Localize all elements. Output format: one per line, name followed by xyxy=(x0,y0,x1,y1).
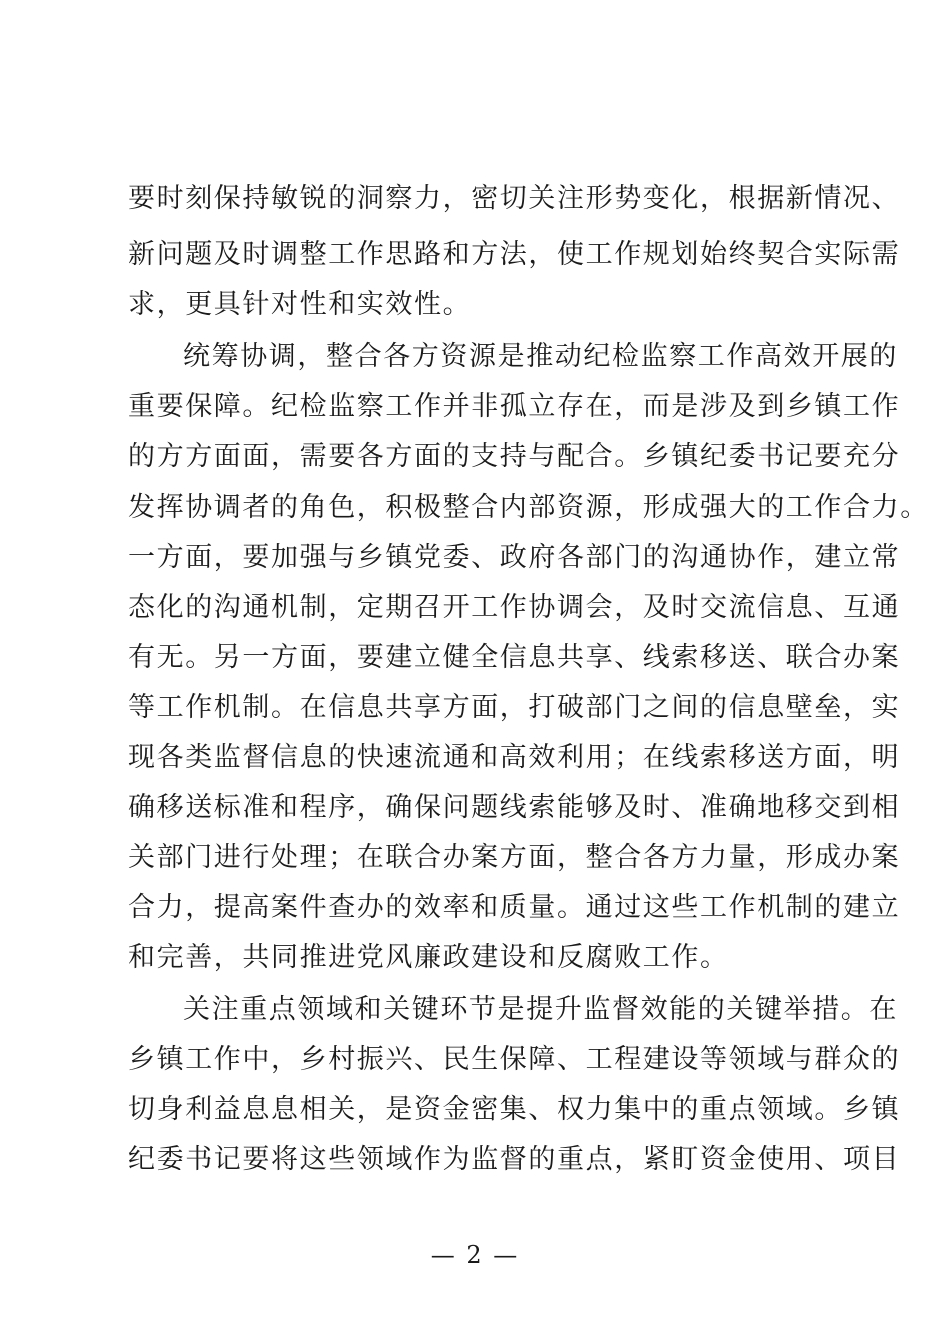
text-line: 新问题及时调整工作思路和方法，使工作规划始终契合实际需 xyxy=(128,239,901,270)
text-line: 发挥协调者的角色，积极整合内部资源，形成强大的工作合力。 xyxy=(128,492,929,523)
text-line: 有无。另一方面，要建立健全信息共享、线索移送、联合办案 xyxy=(128,642,901,673)
paragraph-start-line: 关注重点领域和关键环节是提升监督效能的关键举措。在 xyxy=(183,994,898,1025)
text-line: 等工作机制。在信息共享方面，打破部门之间的信息壁垒，实 xyxy=(128,692,901,723)
text-line: 确移送标准和程序，确保问题线索能够及时、准确地移交到相 xyxy=(128,792,901,823)
text-line: 乡镇工作中，乡村振兴、民生保障、工程建设等领域与群众的 xyxy=(128,1044,901,1075)
text-line: 现各类监督信息的快速流通和高效利用；在线索移送方面，明 xyxy=(128,742,901,773)
text-line: 纪委书记要将这些领域作为监督的重点，紧盯资金使用、项目 xyxy=(128,1144,901,1175)
text-line: 一方面，要加强与乡镇党委、政府各部门的沟通协作，建立常 xyxy=(128,542,901,573)
text-line: 态化的沟通机制，定期召开工作协调会，及时交流信息、互通 xyxy=(128,592,901,623)
text-line: 合力，提高案件查办的效率和质量。通过这些工作机制的建立 xyxy=(128,892,901,923)
text-line: 切身利益息息相关，是资金密集、权力集中的重点领域。乡镇 xyxy=(128,1094,901,1125)
text-line: 要时刻保持敏锐的洞察力，密切关注形势变化，根据新情况、 xyxy=(128,183,901,214)
text-line: 重要保障。纪检监察工作并非孤立存在，而是涉及到乡镇工作 xyxy=(128,391,901,422)
text-line: 求，更具针对性和实效性。 xyxy=(128,289,472,320)
text-line: 的方方面面，需要各方面的支持与配合。乡镇纪委书记要充分 xyxy=(128,441,901,472)
page-number: — 2 — xyxy=(430,1241,520,1269)
text-line: 和完善，共同推进党风廉政建设和反腐败工作。 xyxy=(128,942,729,973)
paragraph-start-line: 统筹协调，整合各方资源是推动纪检监察工作高效开展的 xyxy=(183,341,898,372)
text-line: 关部门进行处理；在联合办案方面，整合各方力量，形成办案 xyxy=(128,842,901,873)
